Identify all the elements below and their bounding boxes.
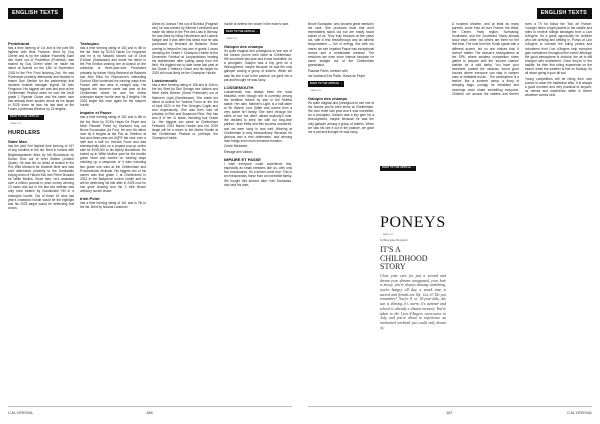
entry-title-state-man: State Man — [8, 139, 27, 145]
entry-text: has a time forming rating of 158 and is 10th in the list. Bred by Sarl Gexage des Vallons and Mme Kellis Breeze (Great Pretender) out of Mariner's Light (Gentlewave). She made her debut at Auteuil for Yannick Fouin on the 3rd of April 2022 in the Prix Georges Coglin and won impressively. She was then sold off privately to Rich and Susannah Ricci. She has won 8 of her 11 starts, including four Grade 1s. Her biggest win came at Cheltenham Festival's 2024 Mares Hurdle and her 2025 target will be a return to the Mares Hurdle at the Cheltenham Festival or, perhaps, the Champion Hurdle. — [152, 83, 218, 141]
entry-text: has a time forming of 1:6 and is the joint 9th highest with Best Frances. Bred by Guy Cherel and is by the stallion Pacevility Saint des Saint out of Protektion (Protektor) was trained by Guy Cherel when he made his debut at Auteuil on the 13th of September 2018 in the Prix Finot finishing 2nd. He was Purchased privately afterwards and headed to trainer Dan Skelton for the partnership that includes football manager legend Sir Alex Ferguson. His biggest win was last year at the Cheltenham Festival when he won the 2m4f grade 1 Ryanair Chase and the same race has already been spoken about as his target in 2025 since he won his last start at the Faurlu Lyncheass Windsor by 23 lengths. — [8, 46, 74, 112]
quote-text: It's quite magical and prestigious to see one of the horses you've bred shine at Cheltenham. We won three last year and it was incredible. As a youngster, Galopin was a tiny gem for a thoroughbred, maybe because he was the only galloper among a group of trotters. When we saw his sire it out in the pasture, we gave her a pat and thought he was lucky. — [308, 101, 374, 134]
page-number: 187 — [446, 410, 453, 415]
entry-title-galopin: Galopin des champs — [308, 96, 348, 102]
right-column-1 — [308, 22, 374, 410]
footer-brand: CALOREMA — [8, 410, 33, 415]
entry-title-teahupoo: Teahupoo — [80, 41, 99, 46]
left-column-4 — [224, 22, 292, 410]
article-text: Young competitors will be riding their own ponies to wear the traditional silks. It is always a good moment and very practical to anyone, as nerves and experience settle in before whatever comes next. — [525, 76, 592, 98]
article-text: A hundred children, and at least as many parents, come from all over France: the West, the Center, Paris region, Normandy, Southwest, and the Southeast. Many already know each other, but others are there for the first time. The kids from the South speak with a different accent, but no one notices that, it doesn't matter. The season's headquarters at the SPA, where amateur competition riders gather to prepare with the 'second chance' stables for a wild derby. You have your bedsheet: parked the caravan, found good houses where everyone can stay in camper vans or inflatable trucks... The atmosphere is a festive, like a summer camp: a flurry of sleeping bags, poodgy for breakfast and mornings clock share something everyone. Children run around the stables and there's even a TV for follow the Tour de France. Younger riders a tight jackets in the saddle and rides to receive ridings bandages from a Lion d'Angers. It's a great opportunity for children who are arriving and settling in. Ponys at Lion d'Angers to oversee the riding ponies and volunteers from Lion d'Angers help everyone gain confidence throughout the event. Although the good atmosphere is obvious, the air is still charged with excitement. Once they're in the saddle, for their first riding experience on the beach, when the weather is fine on Sunday, it's all about giving it your all too! — [452, 22, 592, 96]
article-title: PONEYS — [380, 214, 446, 232]
column-spacer — [380, 172, 446, 212]
footer-brand: CALOREMA — [567, 410, 592, 415]
right-columns-3-4 — [452, 22, 592, 410]
entry-text: has a time forming rating of 161 and is 7th in the list. Bred by Nicolas Landonet — [80, 201, 146, 210]
quote-text: It's quite magical and prestigious to see one of the horses you've bred shine at Cheltenham. We won three last year and it was incredible. As a youngster, Galopin was a tiny gem for a thoroughbred, maybe because he was the only galloper among a group of trotters. When we saw his sire it out in the pasture, we gave her a pat and thought he was lucky. — [224, 48, 292, 82]
entry-text: has the joint 2nd highest time forming of 167 of any hurdlers in the list. Bred in Ireland with Brightwaybasher Bred by Mb Bloodstock by Doctor Dino out of Arret Station (Johann Quatz). He was 3rd on debut at Auteuil in the Prix Wild Monarch for Danielle Mele and was sold afterwards privately to the formidable buying team of Harold Kirk and Pierre Boulard for Willie Mullins. Since then, he's amassed over a million pounds in prize money winning 13 races and put in his last two defeats was only once beaten by Constitution Hill in a champion hurdle. Out of those 16 wins last year's champion hurdle would be the highlight and his 2025 target would be defending that crown. — [8, 144, 74, 210]
page-reference: → PAGE 122 — [380, 234, 393, 237]
signature-name: Pascale Pahin, breeder with — [308, 68, 348, 73]
page-reference: → PAGE 122 — [8, 123, 21, 126]
entry-title-irish-point: Irish Point — [80, 196, 100, 202]
column-spacer — [380, 22, 446, 164]
entry-title-protektorat: Protektorat — [8, 41, 30, 46]
page-number: 186 — [146, 410, 153, 415]
left-column-2 — [80, 38, 146, 410]
footer-rule — [308, 406, 592, 407]
quote-text: Brune Ecossaise, who showed great mental in the race. She produces foals that don't immediately stand out but are easily found ahead of us. They truly blossom at five years old, with a real breakthrough and an athletic temperament — full of energy. But with our mares we see Impairet Passe has exceptional moves and a remarkable mindset. The emotions are even more intense because he came straight out of the Cheltenham grandstand. — [308, 22, 374, 67]
page-reference: → PAGE 122 — [224, 37, 237, 40]
article-byline: by Bérengère Rossignol — [380, 239, 408, 243]
signature-affiliation: Élevage des Vallons — [224, 150, 253, 155]
section-tag: ENGLISH TEXTS — [8, 8, 63, 19]
quote-text: Lossiemouth has always been the most beautiful, even though she is currently among the smallest horses by size in the Mullins stable. Her dam, Mariner's Light, is a half-sister to Sir Winner Lord Glitter and comes from a very active NH family. She went through the sales at two but didn't attract anybody's bids. We decided to keep her with our long-time partner, Jean Kellis and this success wonderful, and we were lucky in how well. Winning at Cheltenham is truly extraordinary. Because it's glorious and a real celebration, and winning race brings even more immense emotion. — [224, 89, 292, 143]
section-heading-hurdlers: HURDLERS — [8, 130, 41, 137]
signature-affiliation: her husband Eric Pahin, Haras de Peyré — [308, 74, 366, 79]
back-to-article-link[interactable]: BACK TO THE ARTICLE → — [310, 81, 343, 85]
entry-text: has a time forming rating of 163 and is 4th in the list. Bred by SCEA Haras Du Hoguenet and he is by Masked Marvel out of Droit D'Aimer (Sassanian) and made his debut in the Prix Emilius winning one at Auteuil on the collection of three-year-olds Purchased privately by trainer Nicky Bertrand de Balanda and Alex Elliot for Robcourse's interesting Gordon Elliot continued his winning ways from France with two wins in straight way. His biggest win however came last year at the Cheltenham where he won the oldest champion stayer hurdle race by 3 lengths. His 2025 target will once again be the stayer's hurdle. — [80, 46, 146, 108]
article-kicker: IT'S A CHILDHOOD STORY — [380, 245, 428, 272]
entry-title-impaire-quote: IMPAIRE ET PASSE — [224, 157, 261, 163]
left-column-3 — [152, 22, 218, 410]
entry-text: Alexis by Joshua Tree out of Burkina (Fragrant mix) he was trained by Etienne Leenhardt and made his debut in the Prix des Lilas in Bernay. He was Bred by Nicky Henderson and Ludovic Maigre and it was after this debut that he was purchased by Bertrand de Balanda. Since coming to Ireland he has won in grade 1 races including the Grade 1 Champion Hurdle at the December Festival at Leopardstown beating his stablemates after pulling away from the field. His biggest win to date came last year at the Grade 1 Hatton's Grace and his target for 2025 will most likely be the Champion Hurdle. — [152, 22, 218, 76]
signature-name: Cécile Madamet, — [224, 144, 248, 149]
entry-title-lossiemouth-quote: LOSSIEMOUTH — [224, 84, 254, 90]
back-to-article-link[interactable]: BACK TO THE ARTICLE → — [226, 29, 259, 33]
article-intro: Close your eyes for just a second and dream your dreams unopposed, your hair is messy, you're always missing something, you're hungry all day, a snack time is sacred and friends are life. Got it? Do you remember? You're 8 or 10-year-olds, the sun is shining, it's warm, it's summer and school is already a distant memory. You're taken to the Lion d'Angers racecourse in July, and you're about to experience an enchanted weekend you could only dream of. — [380, 273, 446, 330]
back-to-article-link[interactable]: BACK TO THE ARTICLE → — [10, 115, 43, 119]
entry-text: hurdle or defend her crown in the mare's race. — [224, 22, 290, 26]
entry-title-lossiemouth: Lossiemouth — [152, 78, 177, 84]
section-tag: ENGLISH TEXTS — [537, 8, 592, 19]
page-reference: → PAGE 122 — [308, 90, 321, 92]
entry-text: has a time forming rating of 162 and is 6th in the list. Bred by SCEA Haras De Peyré and Mme Pascale Pahin by Diamond boy out Brune Eccossaise (Le Fou). He won his debut race by 6 lengths at the Prix du Telethon at four-and-three-year-old AQPS flat race over a mile and a half for Yannick Fouin and was subsequently sold on a Arqana pop-up online sale for €155,000 to his Byerly bloodstock. He ended up in Willie Mullins yard for the double green team and carried on winning ways notching up a sequence of 4 wins including two grade one wins at the Cheltenham and Punchestown festivals. His biggest win of his career was that grade 1 at Cheltenham in 2023 in the Ballymore novice hurdle and he will be defending his title after in 2025 now he has gone chasing and the 2 mile Brown advisory novice chase. — [80, 115, 146, 194]
entry-title-galopin: Galopin des champs — [224, 43, 264, 49]
back-to-article-link[interactable]: BACK TO THE ARTICLE → — [382, 166, 415, 170]
right-page — [300, 0, 600, 424]
entry-title-impaire-et-passe: Impaire et Passe — [80, 110, 112, 116]
right-column-2 — [380, 22, 446, 410]
footer-rule — [8, 406, 292, 407]
quote-text: I wish everyone could experience this, especially as small breeders like us, with only five broodmares. It's a dream come true. This is an extraordinary horse from an incredible family. We bought this second dam, Kell Ecossaise, and kept his dam, — [224, 162, 292, 187]
left-column-1 — [8, 38, 74, 410]
